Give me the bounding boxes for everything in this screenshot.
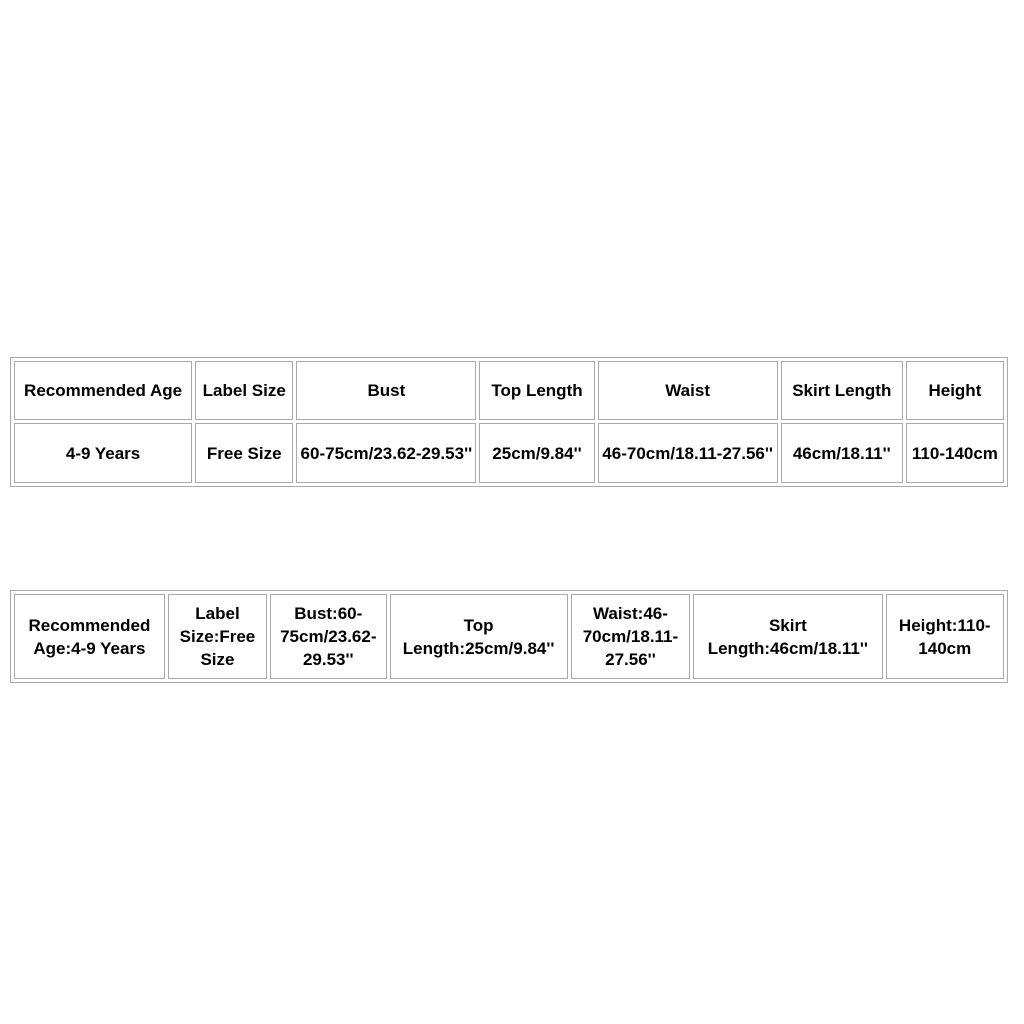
cell-waist: Waist:46-70cm/18.11-27.56'': [571, 594, 690, 679]
cell-height: 110-140cm: [906, 423, 1004, 483]
cell-recommended-age: 4-9 Years: [14, 423, 192, 483]
cell-label-size: Free Size: [195, 423, 293, 483]
header-bust: Bust: [296, 361, 476, 420]
cell-waist: 46-70cm/18.11-27.56'': [598, 423, 778, 483]
header-recommended-age: Recommended Age: [14, 361, 192, 420]
cell-top-length: Top Length:25cm/9.84'': [390, 594, 568, 679]
header-skirt-length: Skirt Length: [781, 361, 903, 420]
cell-bust: 60-75cm/23.62-29.53'': [296, 423, 476, 483]
cell-skirt-length: 46cm/18.11'': [781, 423, 903, 483]
header-height: Height: [906, 361, 1004, 420]
size-chart-table: [10, 357, 1008, 487]
table-header-row: [14, 361, 1004, 420]
header-waist: Waist: [598, 361, 778, 420]
cell-skirt-length: Skirt Length:46cm/18.11'': [693, 594, 882, 679]
size-summary-table: [10, 590, 1008, 683]
header-top-length: Top Length: [479, 361, 594, 420]
cell-label-size: Label Size:Free Size: [168, 594, 267, 679]
cell-height: Height:110-140cm: [886, 594, 1005, 679]
cell-top-length: 25cm/9.84'': [479, 423, 594, 483]
cell-bust: Bust:60-75cm/23.62-29.53'': [270, 594, 386, 679]
cell-recommended-age: Recommended Age:4-9 Years: [14, 594, 165, 679]
table-row: [14, 594, 1004, 679]
header-label-size: Label Size: [195, 361, 293, 420]
table-row: [14, 423, 1004, 483]
